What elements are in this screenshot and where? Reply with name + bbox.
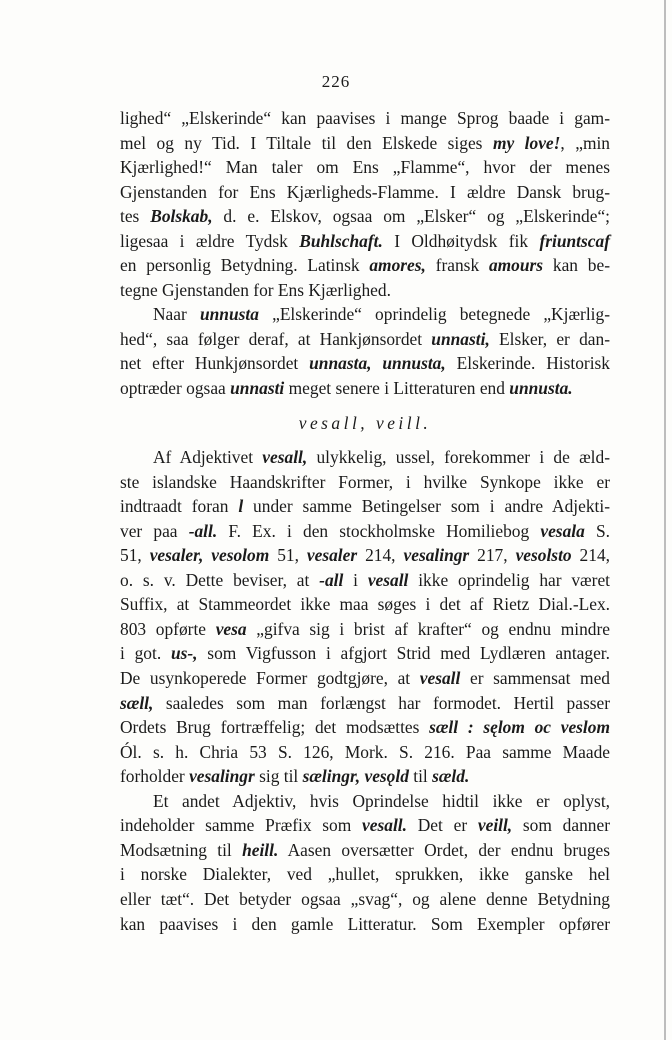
text-span: De usynkoperede Former godtgjøre, at bbox=[120, 668, 420, 689]
italic-term: vesall bbox=[419, 668, 461, 689]
text-line bbox=[120, 691, 610, 716]
text-span: Ól. s. h. Chria 53 S. 126, Mork. S. 216. Paa samme Maade bbox=[120, 741, 610, 762]
text-span: , „min bbox=[560, 132, 611, 153]
italic-term: unnasti, bbox=[431, 328, 490, 349]
text-span: en personlig Betydning. Latinsk bbox=[120, 255, 370, 276]
text-line bbox=[120, 838, 610, 863]
text-line bbox=[120, 666, 610, 691]
text-span: Ordets Brug fortræffelig; det modsættes bbox=[120, 717, 430, 738]
text-line bbox=[120, 302, 610, 327]
text-span: fransk bbox=[425, 255, 489, 276]
italic-term: us-, bbox=[170, 643, 198, 664]
italic-term: friuntscaf bbox=[539, 230, 610, 251]
text-span: 217, bbox=[469, 545, 516, 566]
text-span: Kjærlighed!“ Man taler om Ens „Flamme“, hvor der menes bbox=[120, 157, 610, 178]
text-span: kan paavises i den gamle Litteratur. Som Exempler opfører bbox=[120, 913, 610, 934]
text-line bbox=[120, 740, 610, 765]
italic-term: unnusta. bbox=[509, 378, 573, 399]
italic-term: unnasta, unnusta, bbox=[309, 353, 446, 374]
text-line bbox=[120, 641, 610, 666]
text-line bbox=[120, 155, 610, 180]
text-line bbox=[120, 764, 610, 789]
text-span: 214, bbox=[571, 545, 610, 566]
text-line bbox=[120, 131, 610, 156]
text-span: mel og ny Tid. I Tiltale til den Elskede siges bbox=[120, 132, 493, 153]
text-span: 51, bbox=[120, 545, 150, 566]
italic-term: unnasti bbox=[230, 378, 285, 399]
text-span: ste islandske Haandskrifter Former, i hvilke Synkope ikke er bbox=[120, 471, 610, 492]
italic-term: vesala bbox=[540, 520, 585, 541]
text-span: i norske Dialekter, ved „hullet, sprukken, ikke ganske hel bbox=[120, 864, 610, 885]
text-span: til bbox=[408, 766, 433, 787]
text-span: hed“, saa følger deraf, at Hankjønsordet bbox=[120, 328, 432, 349]
italic-term: sæll, bbox=[120, 692, 154, 713]
text-span: tegne Gjenstanden for Ens Kjærlighed. bbox=[120, 279, 391, 300]
page-number: 226 bbox=[321, 72, 351, 91]
italic-term: Bolskab, bbox=[150, 206, 213, 227]
italic-term: vesaler, vesolom bbox=[149, 545, 270, 566]
text-span: Suffix, at Stammeordet ikke maa søges i det af Rietz Dial.-Lex. bbox=[120, 594, 610, 615]
text-span: tes bbox=[120, 206, 151, 227]
italic-term: amores, bbox=[369, 255, 426, 276]
italic-term: sæld. bbox=[432, 766, 470, 787]
text-span: ikke oprindelig har været bbox=[408, 569, 610, 590]
text-line bbox=[120, 204, 610, 229]
page-edge-shadow bbox=[664, 0, 666, 1040]
text-line bbox=[120, 617, 610, 642]
section-heading bbox=[120, 411, 610, 436]
text-span: ver paa bbox=[120, 520, 189, 541]
text-span: optræder ogsaa bbox=[120, 378, 231, 399]
italic-term: vesalingr bbox=[403, 545, 470, 566]
text-span: F. Ex. i den stockholmske Homiliebog bbox=[217, 520, 541, 541]
text-span: eller tæt“. Det betyder ogsaa „svag“, og alene denne Betydning bbox=[120, 888, 610, 909]
text-span: i bbox=[343, 569, 368, 590]
text-span: indeholder samme Præfix som bbox=[120, 815, 363, 836]
text-line bbox=[120, 715, 610, 740]
text-span: d. e. Elskov, ogsaa om „Elsker“ og „Elskerinde“; bbox=[212, 206, 610, 227]
italic-term: vesall, bbox=[262, 447, 308, 468]
text-line bbox=[120, 253, 610, 278]
text-span: ligesaa i ældre Tydsk bbox=[120, 230, 300, 251]
text-span: under samme Betingelser som i andre Adjekti- bbox=[243, 496, 610, 517]
text-line bbox=[120, 327, 610, 352]
text-span: ulykkelig, ussel, forekommer i de æld- bbox=[307, 447, 610, 468]
text-line bbox=[120, 470, 610, 495]
text-span: 51, bbox=[269, 545, 307, 566]
text-span: Modsætning til bbox=[120, 839, 243, 860]
text-span: Elskerinde. Historisk bbox=[445, 353, 610, 374]
text-span: Aasen oversætter Ordet, der endnu bruges bbox=[278, 839, 610, 860]
text-span: Naar bbox=[153, 304, 200, 325]
text-span: net efter Hunkjønsordet bbox=[120, 353, 310, 374]
text-span: kan be- bbox=[543, 255, 611, 276]
text-line bbox=[120, 445, 610, 470]
italic-term: -all bbox=[319, 569, 344, 590]
text-line bbox=[120, 813, 610, 838]
text-span: Gjenstanden for Ens Kjærligheds-Flamme. I ældre Dansk brug- bbox=[120, 181, 610, 202]
text-span: „gifva sig i brist af krafter“ og endnu mindre bbox=[246, 618, 610, 639]
text-span: indtraadt foran bbox=[120, 496, 239, 517]
text-span: Af Adjektivet bbox=[153, 447, 263, 468]
text-span: saaledes som man forlængst har formodet. Hertil passer bbox=[153, 692, 610, 713]
italic-term: vesa bbox=[215, 618, 247, 639]
italic-term: sælingr, vesǫld bbox=[302, 766, 409, 787]
text-line bbox=[120, 494, 610, 519]
italic-term: vesalingr bbox=[189, 766, 255, 787]
text-line bbox=[120, 543, 610, 568]
text-span: o. s. v. Dette beviser, at bbox=[120, 569, 320, 590]
italic-term: l bbox=[238, 496, 244, 517]
text-span: som Vigfusson i afgjort Strid med Lydlæren antager. bbox=[197, 643, 610, 664]
italic-term: -all. bbox=[188, 520, 218, 541]
text-span: meget senere i Litteraturen end bbox=[284, 378, 510, 399]
text-span: Det er bbox=[406, 815, 478, 836]
italic-term: vesall bbox=[367, 569, 409, 590]
text-line bbox=[120, 106, 610, 131]
text-span: forholder bbox=[120, 766, 190, 787]
text-span: er sammensat med bbox=[460, 668, 610, 689]
text-line bbox=[120, 376, 610, 401]
text-line bbox=[120, 887, 610, 912]
text-span: 803 opførte bbox=[120, 618, 216, 639]
text-line bbox=[120, 789, 610, 814]
text-span: vesall, veill. bbox=[298, 412, 432, 433]
text-span: „Elskerinde“ oprindelig betegnede „Kjærlig- bbox=[258, 304, 610, 325]
text-span: i got. bbox=[120, 643, 171, 664]
italic-term: heill. bbox=[242, 839, 279, 860]
text-line bbox=[120, 912, 610, 937]
italic-term: sæll : sęlom oc veslom bbox=[429, 717, 610, 738]
text-span: sig til bbox=[254, 766, 303, 787]
text-line bbox=[120, 229, 610, 254]
text-span: S. bbox=[584, 520, 610, 541]
italic-term: veill, bbox=[477, 815, 513, 836]
text-line bbox=[120, 351, 610, 376]
italic-term: vesaler bbox=[306, 545, 358, 566]
text-span: 214, bbox=[357, 545, 404, 566]
text-line bbox=[120, 592, 610, 617]
text-line bbox=[120, 568, 610, 593]
text-span: Elsker, er dan- bbox=[489, 328, 610, 349]
italic-term: unnusta bbox=[199, 304, 259, 325]
italic-term: my love! bbox=[492, 132, 561, 153]
text-line bbox=[120, 519, 610, 544]
italic-term: Buhlschaft. bbox=[299, 230, 383, 251]
text-body bbox=[120, 106, 610, 936]
italic-term: amours bbox=[488, 255, 544, 276]
italic-term: vesolsto bbox=[515, 545, 572, 566]
text-span: lighed“ „Elskerinde“ kan paavises i mange Sprog baade i gam- bbox=[120, 108, 610, 128]
text-line bbox=[120, 180, 610, 205]
text-span: som danner bbox=[512, 815, 610, 836]
text-span: I Oldhøitydsk fik bbox=[382, 230, 540, 251]
text-span: Et andet Adjektiv, hvis Oprindelse hidtil ikke er oplyst, bbox=[153, 790, 610, 811]
text-line bbox=[120, 862, 610, 887]
text-line bbox=[120, 278, 610, 303]
italic-term: vesall. bbox=[362, 815, 407, 836]
